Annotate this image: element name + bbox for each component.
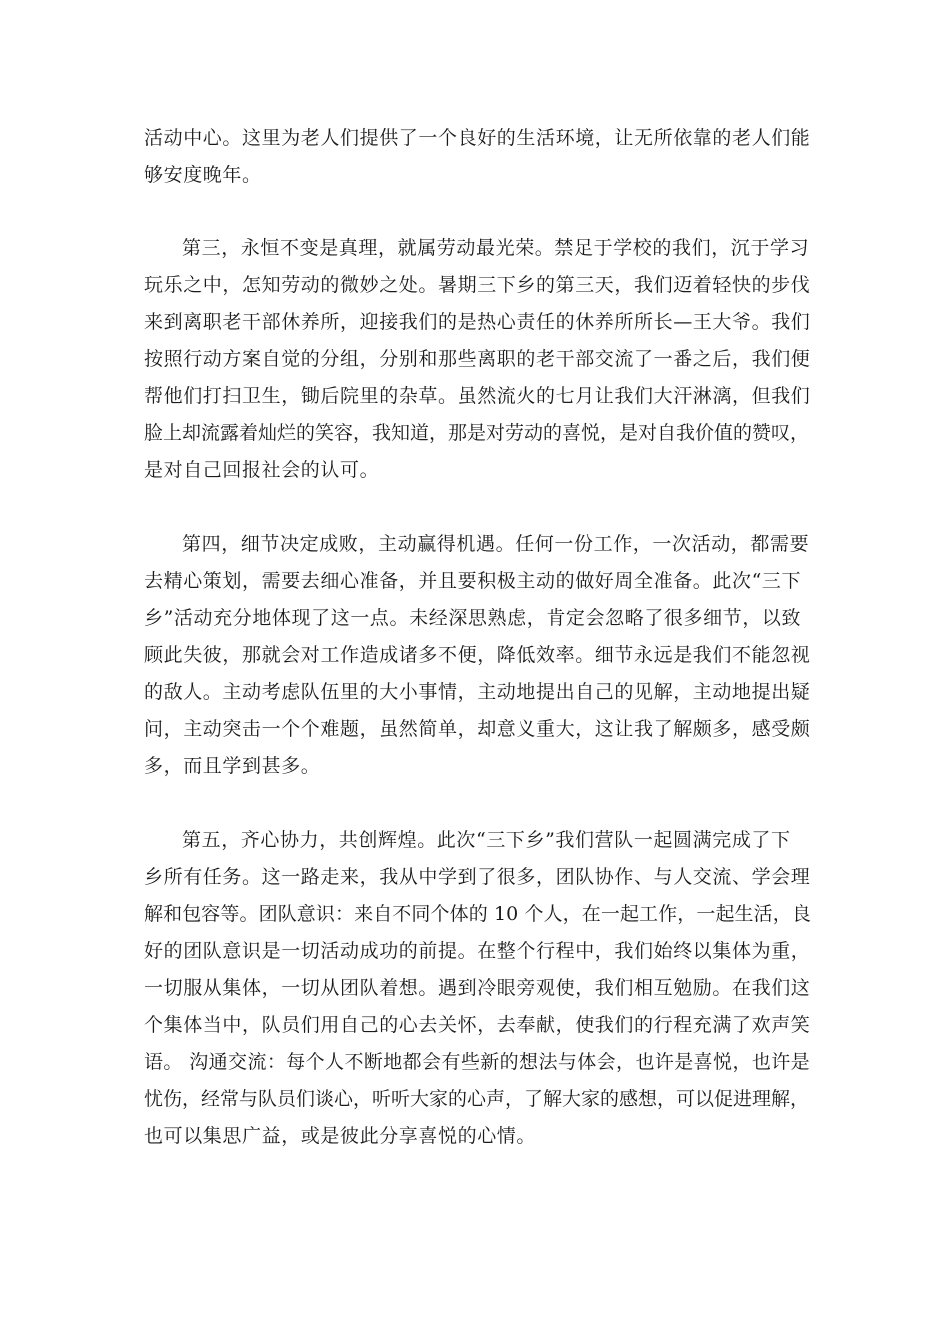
paragraph-3-line-1: 第四，细节决定成败，主动赢得机遇。任何一份工作，一次活动，都需要 — [182, 533, 810, 555]
paragraph-3-line-3: 乡”活动充分地体现了这一点。未经深思熟虑，肯定会忽略了很多细节，以致 — [144, 607, 802, 629]
paragraph-4-line-6: 个集体当中，队员们用自己的心去关怀，去奉献，使我们的行程充满了欢声笑 — [144, 1014, 811, 1036]
paragraph-2-line-2: 玩乐之中，怎知劳动的微妙之处。暑期三下乡的第三天，我们迈着轻快的步伐 — [144, 274, 811, 296]
paragraph-2-line-7: 是对自己回报社会的认可。 — [144, 459, 380, 481]
paragraph-1-line-1: 活动中心。这里为老人们提供了一个良好的生活环境，让无所依靠的老人们能 — [144, 127, 811, 149]
paragraph-3-line-7: 多，而且学到甚多。 — [144, 755, 321, 777]
paragraph-4-line-1: 第五，齐心协力，共创辉煌。此次“三下乡”我们营队一起圆满完成了下 — [182, 829, 791, 851]
paragraph-2-line-3: 来到离职老干部休养所，迎接我们的是热心责任的休养所所长—王大爷。我们 — [144, 311, 811, 333]
paragraph-4-line-9: 也可以集思广益，或是彼此分享喜悦的心情。 — [144, 1125, 537, 1147]
paragraph-2-line-5: 帮他们打扫卫生，锄后院里的杂草。虽然流火的七月让我们大汗淋漓，但我们 — [144, 385, 811, 407]
paragraph-4-line-4: 好的团队意识是一切活动成功的前提。在整个行程中，我们始终以集体为重， — [144, 940, 811, 962]
paragraph-4-line-8: 忧伤，经常与队员们谈心，听听大家的心声，了解大家的感想，可以促进理解， — [144, 1088, 810, 1110]
paragraph-3-line-6: 问，主动突击一个个难题，虽然简单，却意义重大，这让我了解颇多，感受颇 — [144, 718, 811, 740]
paragraph-4-line-2: 乡所有任务。这一路走来，我从中学到了很多，团队协作、与人交流、学会理 — [144, 866, 811, 888]
paragraph-2-line-1: 第三，永恒不变是真理，就属劳动最光荣。禁足于学校的我们，沉于学习 — [182, 237, 810, 259]
paragraph-2-line-6: 脸上却流露着灿烂的笑容，我知道，那是对劳动的喜悦，是对自我价值的赞叹， — [144, 422, 810, 444]
paragraph-4-line-5: 一切服从集体，一切从团队着想。遇到冷眼旁观使，我们相互勉励。在我们这 — [144, 977, 811, 999]
paragraph-3-line-2: 去精心策划，需要去细心准备，并且要积极主动的做好周全准备。此次“三下 — [144, 570, 802, 592]
paragraph-2-line-4: 按照行动方案自觉的分组，分别和那些离职的老干部交流了一番之后，我们便 — [144, 348, 811, 370]
paragraph-3-line-4: 顾此失彼，那就会对工作造成诸多不便，降低效率。细节永远是我们不能忽视 — [144, 644, 811, 666]
paragraph-3-line-5: 的敌人。主动考虑队伍里的大小事情，主动地提出自己的见解，主动地提出疑 — [144, 681, 811, 703]
paragraph-4-line-7: 语。 沟通交流：每个人不断地都会有些新的想法与体会，也许是喜悦，也许是 — [144, 1051, 811, 1073]
paragraph-1-line-2: 够安度晚年。 — [144, 164, 262, 186]
paragraph-4-line-3: 解和包容等。团队意识：来自不同个体的 10 个人，在一起工作，一起生活，良 — [144, 903, 811, 925]
